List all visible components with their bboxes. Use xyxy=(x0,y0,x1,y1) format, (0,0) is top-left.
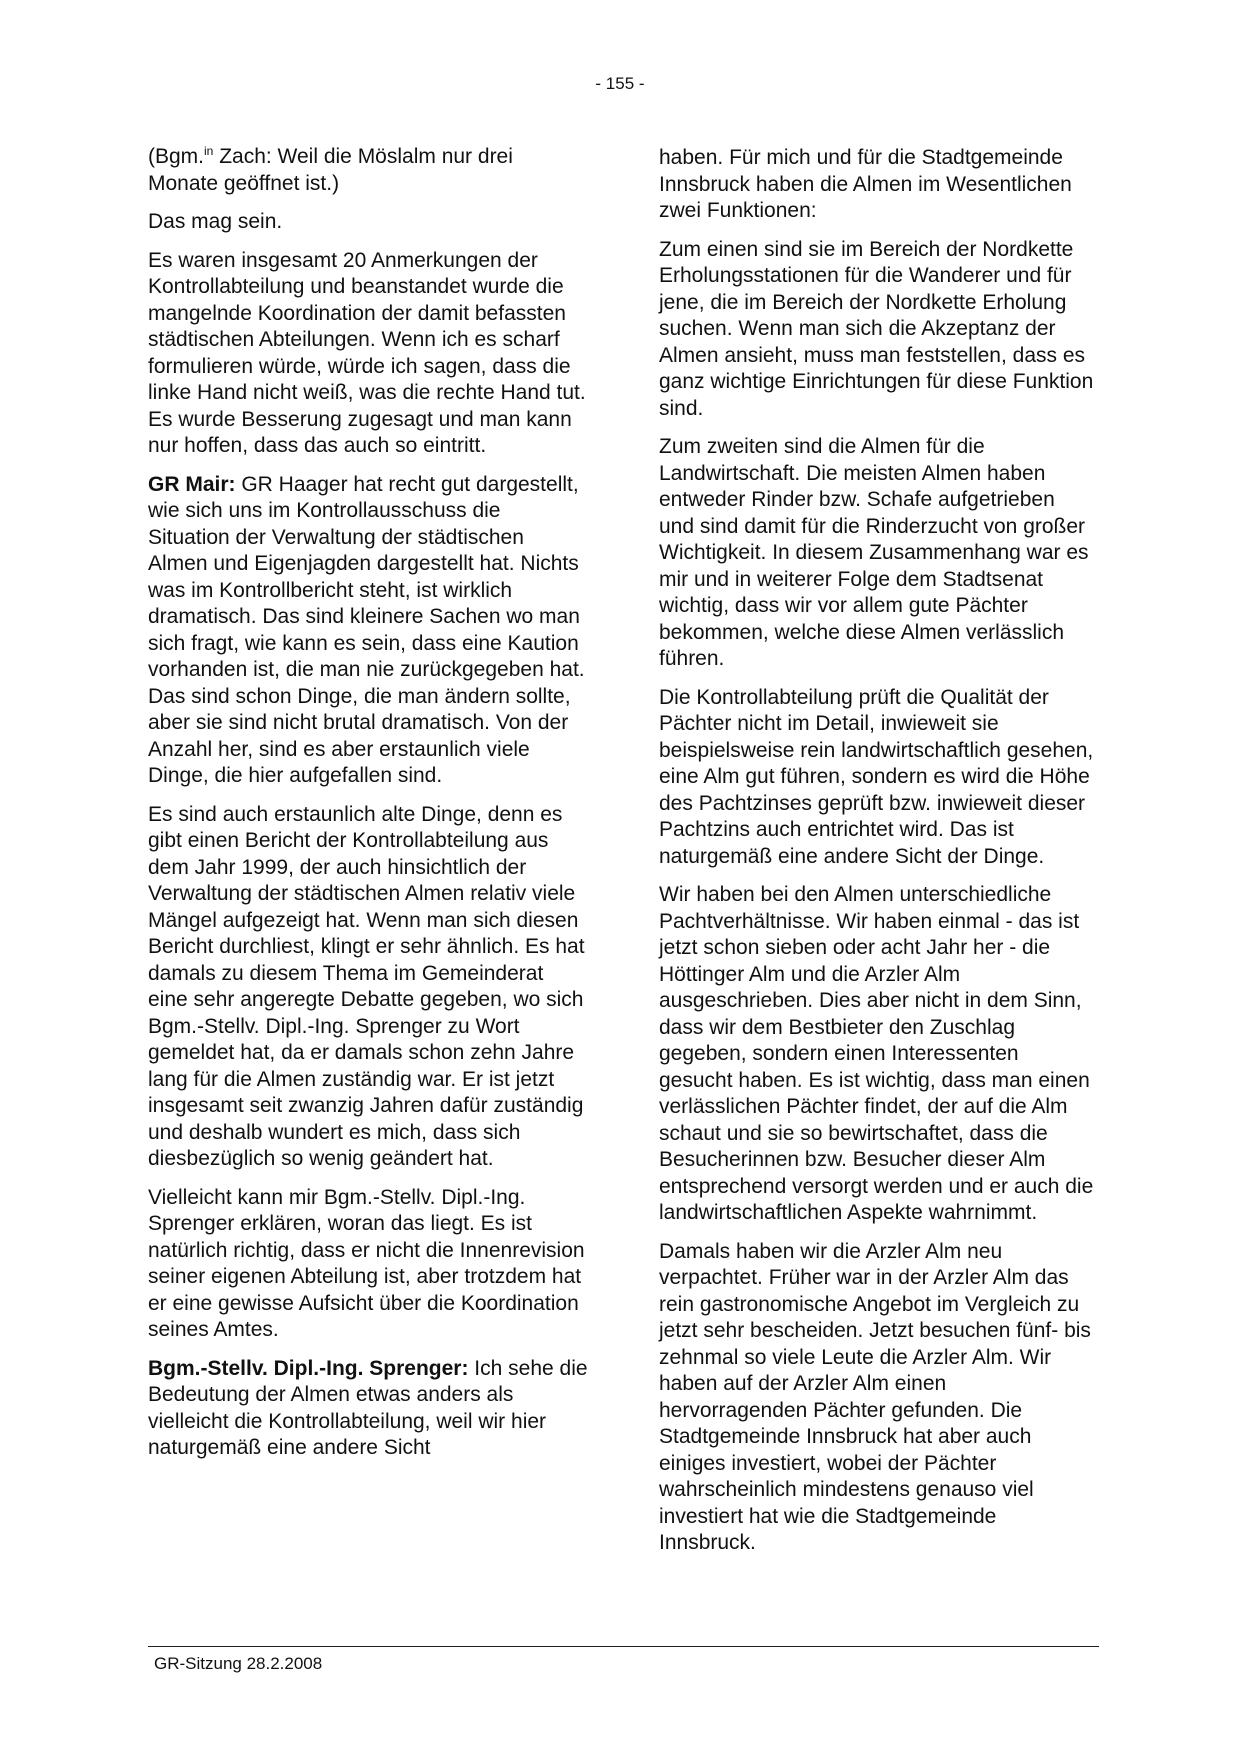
paragraph: Zum zweiten sind die Almen für die Landwirtschaft. Die meisten Almen haben entweder Rinder bzw. Schafe aufgetrieben und sind damit für die Rinderzucht von großer Wichtigkeit. In diesem Zusammenhang war es mir und in weiterer Folge dem Stadtsenat wichtig, dass wir vor allem gute Pächter bekommen, welche diese Almen verlässlich führen. xyxy=(659,435,1089,670)
page-number: - 155 - xyxy=(595,74,645,93)
interjection-prefix: (Bgm. xyxy=(148,145,205,168)
paragraph: Das mag sein. xyxy=(148,210,283,233)
right-column xyxy=(659,145,1095,1569)
footer-divider xyxy=(148,1646,1099,1647)
paragraph: Die Kontrollabteilung prüft die Qualität der Pächter nicht im Detail, inwieweit sie beispielsweise rein landwirtschaftlich gesehen, eine Alm gut führen, sondern es wird die Höhe des Pachtzinses geprüft bzw. inwieweit dieser Pachtzins auch entrichtet wird. Das ist naturgemäß eine andere Sicht der Dinge. xyxy=(659,685,1094,868)
paragraph-speech xyxy=(148,1356,588,1462)
speech-text: GR Haager hat recht gut dargestellt, wie sich uns im Kontrollausschuss die Situation der Verwaltung der städtischen Almen und Eigenjagden dargestellt hat. Nichts was im Kontrollbericht steht, ist wirklich dramatisch. Das sind kleinere Sachen wo man sich fragt, wie kann es sein, dass eine Kaution vorhanden ist, die man nie zurückgegeben hat. Das sind schon Dinge, die man ändern sollte, aber sie sind nicht brutal dramatisch. Von der Anzahl her, sind es aber erstaunlich viele Dinge, die hier aufgefallen sind. xyxy=(148,472,585,787)
interjection-text: Zach: Weil die Möslalm nur drei Monate geöffnet ist.) xyxy=(148,145,513,195)
paragraph-speech xyxy=(148,472,588,790)
paragraph: Wir haben bei den Almen unterschiedliche Pachtverhältnisse. Wir haben einmal - das ist jetzt schon sieben oder acht Jahr her - die Höttinger Alm und die Arzler Alm ausgeschrieben. Dies aber nicht in dem Sinn, dass wir dem Bestbieter den Zuschlag gegeben, sondern einen Interessenten gesucht haben. Es ist wichtig, dass man einen verlässlichen Pächter findet, der auf die Alm schaut und sie so bewirtschaftet, dass die Besucherinnen bzw. Besucher dieser Alm entsprechend versorgt werden und er auch die landwirtschaftlichen Aspekte wahrnimmt. xyxy=(659,883,1094,1224)
paragraph: haben. Für mich und für die Stadtgemeinde Innsbruck haben die Almen im Wesentlichen zwei Funktionen: xyxy=(659,146,1072,222)
paragraph: Zum einen sind sie im Bereich der Nordkette Erholungsstationen für die Wanderer und für jene, die im Bereich der Nordkette Erholung suchen. Wenn man sich die Akzeptanz der Almen ansieht, muss man feststellen, dass es ganz wichtige Einrichtungen für diese Funktion sind. xyxy=(659,237,1094,420)
paragraph: Es waren insgesamt 20 Anmerkungen der Kontrollabteilung und beanstandet wurde die mangelnde Koordination der damit befassten städtischen Abteilungen. Wenn ich es scharf formulieren würde, würde ich sagen, dass die linke Hand nicht weiß, was die rechte Hand tut. Es wurde Besserung zugesagt und man kann nur hoffen, dass das auch so eintritt. xyxy=(148,248,586,457)
speaker-name: GR Mair: xyxy=(148,472,236,496)
paragraph: Vielleicht kann mir Bgm.-Stellv. Dipl.-Ing. Sprenger erklären, woran das liegt. Es ist natürlich richtig, dass er nicht die Innenrevision seiner eigenen Abteilung ist, aber trotzdem hat er eine gewisse Aufsicht über die Koordination seines Amtes. xyxy=(148,1185,585,1341)
speech-text: Ich sehe die Bedeutung der Almen etwas anders als vielleicht die Kontrollabteilung, weil wir hier naturgemäß eine andere Sicht xyxy=(148,1356,588,1459)
paragraph: Damals haben wir die Arzler Alm neu verpachtet. Früher war in der Arzler Alm das rein gastronomische Angebot im Vergleich zu jetzt sehr bescheiden. Jetzt besuchen fünf- bis zehnmal so viele Leute die Arzler Alm. Wir haben auf der Arzler Alm einen hervorragenden Pächter gefunden. Die Stadtgemeinde Innsbruck hat aber auch einiges investiert, wobei der Pächter wahrscheinlich mindestens genauso viel investiert hat wie die Stadtgemeinde Innsbruck. xyxy=(659,1239,1091,1554)
footer-session-label: GR-Sitzung 28.2.2008 xyxy=(154,1654,323,1673)
speaker-name: Bgm.-Stellv. Dipl.-Ing. Sprenger: xyxy=(148,1356,469,1380)
left-column xyxy=(148,144,588,1474)
superscript-in: in xyxy=(204,144,214,158)
paragraph: Es sind auch erstaunlich alte Dinge, denn es gibt einen Bericht der Kontrollabteilung aus dem Jahr 1999, der auch hinsichtlich der Verwaltung der städtischen Almen relativ viele Mängel aufgezeigt hat. Wenn man sich diesen Bericht durchliest, klingt er sehr ähnlich. Es hat damals zu diesem Thema im Gemeinderat eine sehr angeregte Debatte gegeben, wo sich Bgm.-Stellv. Dipl.-Ing. Sprenger zu Wort gemeldet hat, da er damals schon zehn Jahre lang für die Almen zuständig war. Er ist jetzt insgesamt seit zwanzig Jahren dafür zuständig und deshalb wundert es mich, dass sich diesbezüglich so wenig geändert hat. xyxy=(148,802,585,1170)
paragraph-interjection xyxy=(148,144,588,197)
